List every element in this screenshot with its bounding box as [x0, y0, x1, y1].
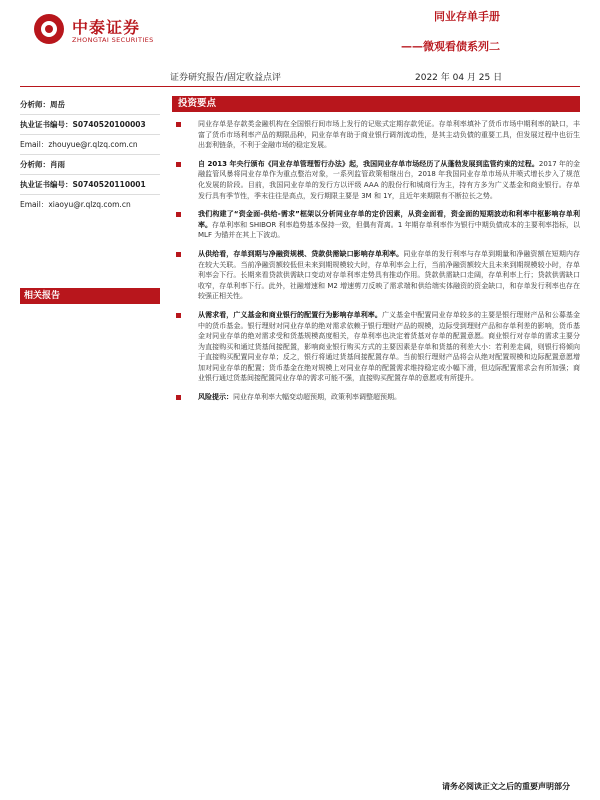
cert-number: S0740520100003 [72, 120, 146, 129]
paragraph-lead: 从供给看，存单到期与净融资规模、贷款供需缺口影响存单利率。 [198, 249, 404, 258]
report-type: 证券研究报告/固定收益点评 [170, 73, 282, 83]
email-label: Email： [20, 200, 49, 209]
paragraph-lead: 风险提示： [198, 393, 233, 402]
paragraph-body: 同业存单是存款类金融机构在全国银行间市场上发行的记账式定期存款凭证。存单利率填补了货币市场中期利率的缺口，丰富了货币市场利率产品的期限品种，同业存单有助于商业银行调剂流动性，是其主动负债的重要工具，但发展过程中也衍生出套利链条，不利于金融市场的稳定发展。 [198, 120, 580, 150]
analyst-1 [20, 96, 160, 113]
analyst-2-cert [20, 176, 160, 193]
paragraph-lead: 从需求看，广义基金和商业银行的配置行为影响存单利率。 [198, 310, 382, 319]
paragraph-body: 存单利率和 SHIBOR 利率趋势基本保持一致，但偶有背离。1 年期存单利率作为银行中期负债成本的主要利率指标，以 MLF 为锚并在其上下波动。 [198, 220, 581, 240]
cert-number: S0740520110001 [72, 180, 146, 189]
logo-emblem-icon [34, 14, 64, 44]
paragraph-risk [176, 392, 580, 403]
paragraph-2 [176, 159, 580, 201]
cert-label: 执业证书编号： [20, 120, 73, 129]
divider [20, 194, 160, 195]
email-label: Email： [20, 140, 49, 149]
document-title: 同业存单手册 [434, 10, 500, 23]
analyst-label: 分析师： [20, 100, 50, 109]
bullet-icon [176, 162, 181, 167]
divider [20, 134, 160, 135]
report-date: 2022 年 04 月 25 日 [415, 73, 503, 83]
divider [20, 114, 160, 115]
bullet-icon [176, 395, 181, 400]
analyst-name: 肖雨 [50, 160, 65, 169]
bullet-icon [176, 122, 181, 127]
paragraph-3 [176, 209, 580, 241]
bullet-icon [176, 252, 181, 257]
document-subtitle: ——微观看债系列二 [401, 40, 500, 53]
paragraph-body: 同业存单的发行利率与存单到期量和净融资额在短期内存在较大关联。当前净融资额较低但未来到期规模较大时，存单利率会上行，当前净融资额较大且未来到期规模较小时，存单利率会下行。长期来看贷款供需缺口变动对存单利率走势具有推动作用。贷款供需缺口走阔，存单利率上行；贷款供需缺口收窄，存单利率下行。此外，社融增速和 M2 增速剪刀反映了需求端和供给端实体融资的资金缺口，和存单发行利率也存在较强正相关性。 [198, 249, 581, 301]
bullet-icon [176, 212, 181, 217]
analyst-2 [20, 156, 160, 173]
email-address[interactable]: xiaoyu@r.qlzq.com.cn [48, 200, 131, 209]
analyst-1-email [20, 136, 160, 153]
analyst-name: 周岳 [50, 100, 65, 109]
analyst-label: 分析师： [20, 160, 50, 169]
divider [20, 154, 160, 155]
divider [20, 174, 160, 175]
paragraph-1 [176, 119, 580, 151]
paragraph-body: 2017 年的金融监管风暴将同业存单作为重点整治对象，一系列监管政策相继出台，2018 年我国同业存单市场从井喷式增长步入了规范化发展的阶段。目前，我国同业存单的发行方以评级 AAA 的股份行和城商行为主，持有方多为广义基金和商业银行。存单发行具有季节性，季末往往是高点，发行期限主要是 3M 和 1Y，且近年来期限有不断拉长之势。 [198, 159, 580, 200]
paragraph-4 [176, 249, 580, 302]
analyst-2-email [20, 196, 160, 213]
paragraph-lead: 自 2013 年央行颁布《同业存单管理暂行办法》起，我国同业存单市场经历了从蓬勃发展到监管约束的过程。 [198, 159, 539, 168]
related-reports-heading: 相关报告 [20, 288, 160, 304]
logo-chinese-name: 中泰证券 [72, 18, 141, 37]
analyst-1-cert [20, 116, 160, 133]
header-divider [20, 86, 580, 87]
highlights-body [176, 119, 580, 411]
paragraph-body: 广义基金中配置同业存单较多的主要是银行理财产品和公募基金中的货币基金。银行理财对同业存单的绝对需求依赖于银行理财产品的规模，边际受到理财产品和存单利差的影响，货币基金对同业存单的绝对需求受和货基规模高度相关，存单利率也决定着货基对存单的配置意愿。商业银行对存单的需求主要分为直接购买和通过货基间接配置，影响商业银行购买方式的主要因素是存单和货基的利差大小：若利差走阔，则银行将倾向于直接购买配置同业存单；反之，银行将通过货基间接配置存单。当前银行理财产品将会从绝对配置规模和边际配置意愿增加对同业存单的配置；货币基金在绝对规模上对同业存单的配置需求维持稳定或小幅下滑，但边际配置需求会有所加强；商业银行通过货基间接配置同业存单的需求可能不强，直接购买配置存单的意愿或有所提升。 [198, 310, 581, 383]
investment-highlights-heading: 投资要点 [172, 96, 580, 112]
email-address[interactable]: zhouyue@r.qlzq.com.cn [48, 140, 138, 149]
paragraph-5 [176, 310, 580, 384]
company-logo [34, 12, 194, 52]
disclaimer-footer: 请务必阅读正文之后的重要声明部分 [442, 782, 570, 791]
paragraph-lead: 我们构建了“资金面-供给-需求”框架以分析同业存单的定价因素，从资金面看，资金面的短期波动和利率中枢影响存单利率。 [198, 210, 580, 229]
paragraph-body: 同业存单利率大幅变动超预期，政策利率调整超预期。 [233, 393, 401, 402]
bullet-icon [176, 313, 181, 318]
cert-label: 执业证书编号： [20, 180, 73, 189]
logo-english-name: ZHONGTAI SECURITIES [72, 36, 154, 44]
analyst-info [20, 96, 160, 213]
